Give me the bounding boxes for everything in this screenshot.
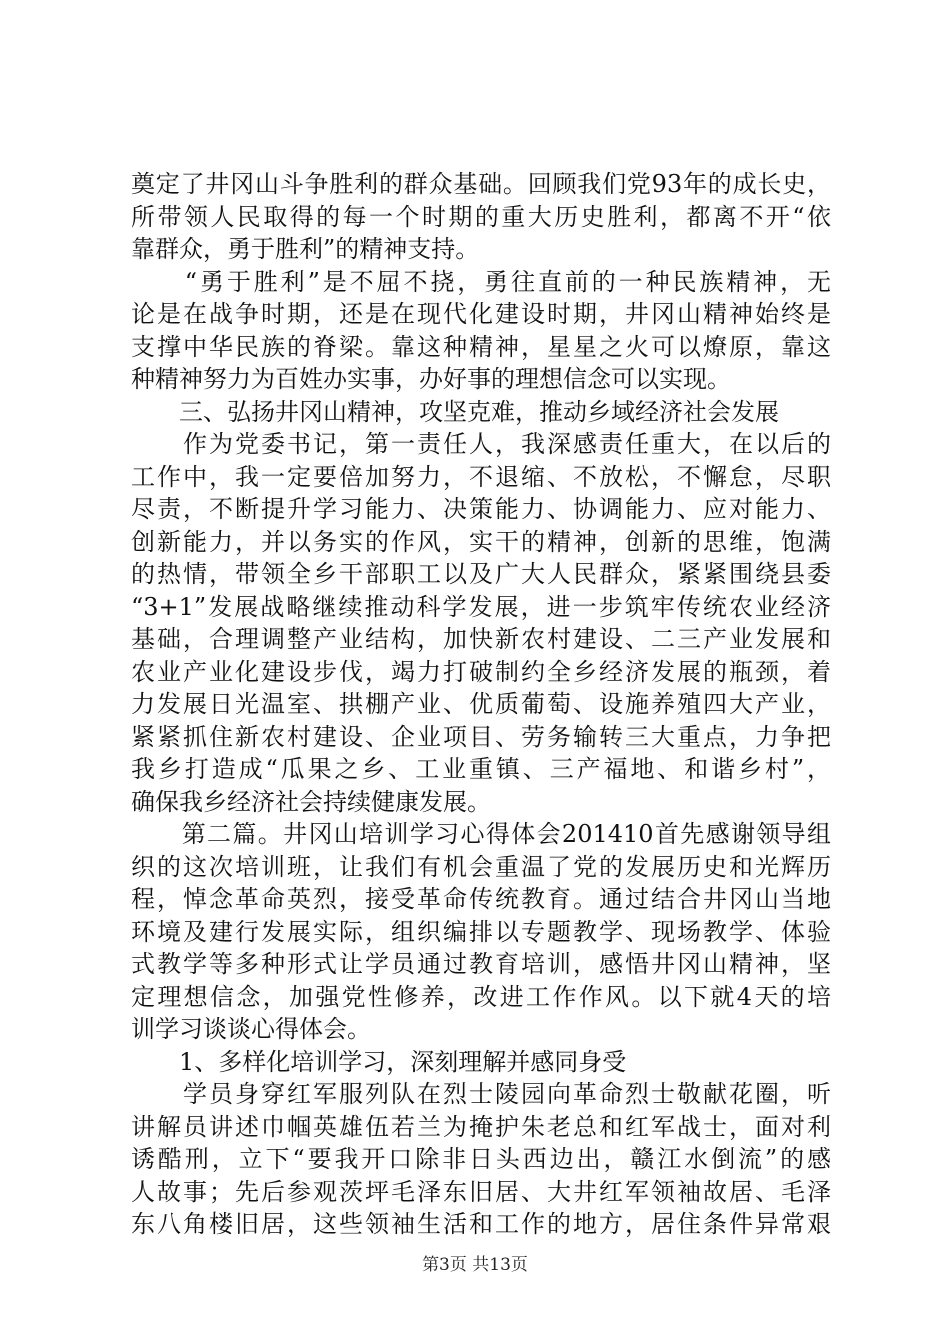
page-footer: 第3页 共13页: [422, 1255, 528, 1275]
text-line: 学员身穿红军服列队在烈士陵园向革命烈士敬献花圈，听: [131, 1080, 831, 1108]
text-line: 式教学等多种形式让学员通过教育培训，感悟井冈山精神，坚: [131, 950, 831, 978]
text-line: 讲解员讲述巾帼英雄伍若兰为掩护朱老总和红军战士，面对利: [131, 1112, 831, 1141]
text-line: 紧紧抓住新农村建设、企业项目、劳务输转三大重点，力争把: [131, 722, 831, 751]
document-body: [131, 168, 831, 1241]
text-line: 我乡打造成“瓜果之乡、工业重镇、三产福地、和谐乡村”，: [131, 755, 831, 783]
text-line: 基础，合理调整产业结构，加快新农村建设、二三产业发展和: [131, 625, 831, 653]
text-line: 1、多样化培训学习，深刻理解并感同身受: [131, 1047, 627, 1076]
text-line: 尽责，不断提升学习能力、决策能力、协调能力、应对能力、: [131, 495, 831, 523]
text-line: 作为党委书记，第一责任人，我深感责任重大，在以后的: [131, 430, 831, 458]
text-line: 工作中，我一定要倍加努力，不退缩、不放松，不懈怠，尽职: [131, 462, 831, 491]
text-line: 织的这次培训班，让我们有机会重温了党的发展历史和光辉历: [131, 852, 831, 881]
text-line: 定理想信念，加强党性修养，改进工作作风。以下就4天的培: [131, 982, 831, 1011]
text-line: 农业产业化建设步伐，竭力打破制约全乡经济发展的瓶颈，着: [131, 657, 831, 686]
text-line: 程，悼念革命英烈，接受革命传统教育。通过结合井冈山当地: [131, 885, 831, 913]
text-line: 靠群众，勇于胜利”的精神支持。: [131, 235, 480, 263]
text-line: 训学习谈谈心得体会。: [131, 1015, 371, 1043]
text-line: 人故事；先后参观茨坪毛泽东旧居、大井红军领袖故居、毛泽: [131, 1177, 831, 1206]
text-line: 三、弘扬井冈山精神，攻坚克难，推动乡域经济社会发展: [131, 397, 779, 426]
text-line: 诱酷刑，立下“要我开口除非日头西边出，赣江水倒流”的感: [131, 1145, 831, 1173]
text-line: 论是在战争时期，还是在现代化建设时期，井冈山精神始终是: [131, 300, 831, 328]
text-line: 第二篇。井冈山培训学习心得体会201410首先感谢领导组: [131, 820, 831, 848]
text-line: 东八角楼旧居，这些领袖生活和工作的地方，居住条件异常艰: [131, 1210, 831, 1238]
text-line: “勇于胜利”是不屈不挠，勇往直前的一种民族精神，无: [131, 267, 831, 296]
text-line: 支撑中华民族的脊梁。靠这种精神，星星之火可以燎原，靠这: [131, 332, 831, 361]
text-line: 种精神努力为百姓办实事，办好事的理想信念可以实现。: [131, 365, 731, 393]
text-line: 力发展日光温室、拱棚产业、优质葡萄、设施养殖四大产业，: [131, 690, 831, 718]
text-line: 奠定了井冈山斗争胜利的群众基础。回顾我们党93年的成长史，: [131, 170, 831, 198]
text-line: 所带领人民取得的每一个时期的重大历史胜利，都离不开“依: [131, 202, 831, 231]
text-line: 环境及建行发展实际，组织编排以专题教学、现场教学、体验: [131, 917, 831, 946]
text-line: “3+1”发展战略继续推动科学发展，进一步筑牢传统农业经济: [131, 592, 831, 621]
text-line: 的热情，带领全乡干部职工以及广大人民群众，紧紧围绕县委: [131, 560, 831, 588]
text-line: 创新能力，并以务实的作风，实干的精神，创新的思维，饱满: [131, 527, 831, 556]
text-line: 确保我乡经济社会持续健康发展。: [131, 787, 491, 816]
